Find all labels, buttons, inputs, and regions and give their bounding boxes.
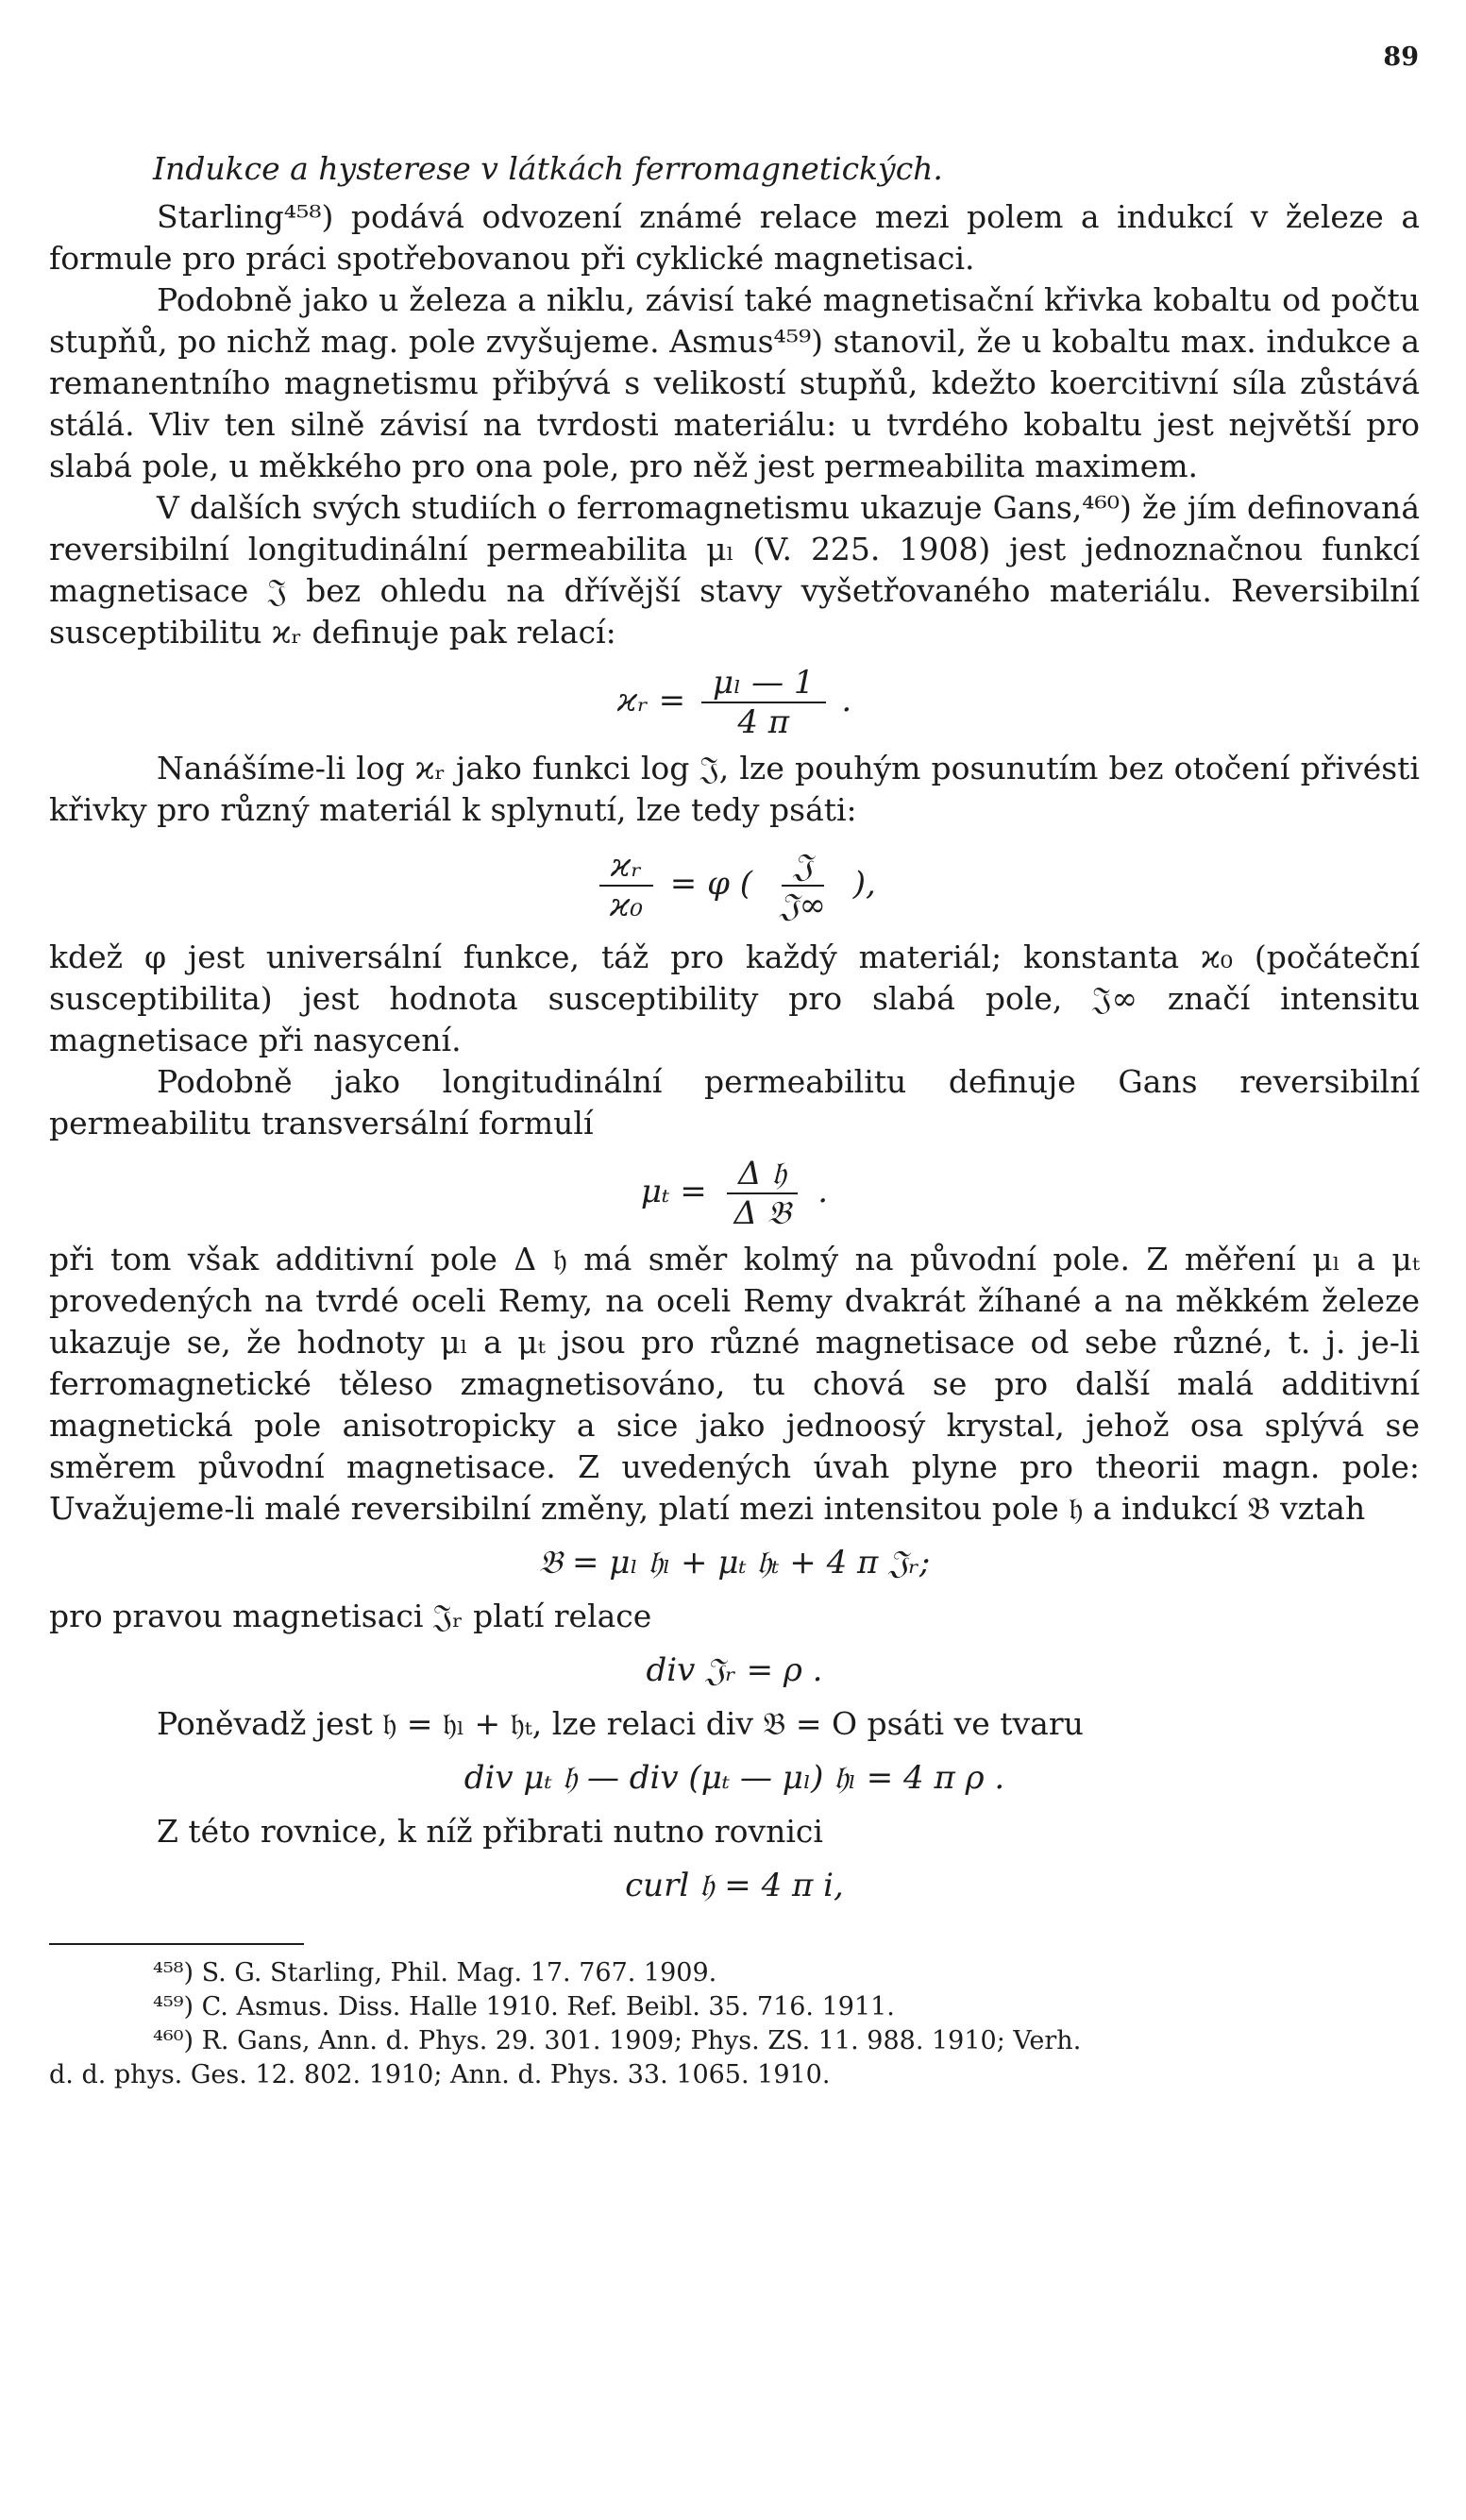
eq3-tail: . (817, 1173, 829, 1210)
eq2-inner-fraction (768, 847, 837, 924)
paragraph-measurements: při tom však additivní pole Δ 𝔥 má směr kolmý na původní pole. Z měření μₗ a μₜ provedených na tvrdé oceli Remy, na oceli Remy dvakrát žíhané a na měkkém železe ukazuje se, že hodnoty μₗ a μₜ jsou pro různé magnetisace od sebe různé, t. j. je-li ferromagnetické těleso zmagnetisováno, tu chová se pro další malá additivní magnetická pole anisotropicky a sice jako jednoosý krystal, jehož osa splývá se směrem původní magnetisace. Z uvedených úvah plyne pro theorii magn. pole: Uvažujeme-li malé reversibilní změny, platí mezi intensitou pole 𝔥 a indukcí 𝔅 vztah (49, 1241, 1420, 1527)
eq2-inner-numerator: 𝔍 (782, 847, 824, 887)
eq1-fraction (701, 664, 826, 741)
eq1-lhs: ϰᵣ = (616, 682, 686, 719)
equation-reversible-susceptibility (49, 653, 1420, 748)
paragraph-constants: kdež φ jest universální funkce, táž pro každý materiál; konstanta ϰ₀ (počáteční susceptibilita) jest hodnota susceptibility pro slabá pole, 𝔍∞ značí intensitu magnetisace při nasycení. (49, 939, 1420, 1058)
paragraph-log-plot: Nanášíme-li log ϰᵣ jako funkci log 𝔍, lze pouhým posunutím bez otočení přivésti křivky pro různý materiál k splynutí, lze tedy psáti: (49, 750, 1420, 828)
eq2-fraction (598, 847, 654, 924)
body-text (49, 142, 1420, 2092)
footnote-460: ⁴⁶⁰) R. Gans, Ann. d. Phys. 29. 301. 1909; Phys. ZS. 11. 988. 1910; Verh. (153, 2026, 1082, 2055)
paragraph-true-magnetisation: pro pravou magnetisaci 𝔍ᵣ platí relace (49, 1598, 652, 1634)
footnote-460-continued: d. d. phys. Ges. 12. 802. 1910; Ann. d. Phys. 33. 1065. 1910. (49, 2060, 831, 2089)
equation-curl: curl 𝔥 = 4 π i, (625, 1867, 844, 1904)
footnote-458: ⁴⁵⁸) S. G. Starling, Phil. Mag. 17. 767. 1909. (153, 1958, 717, 1987)
eq2-inner-denominator: 𝔍∞ (779, 887, 826, 924)
section-heading: Indukce a hysterese v látkách ferromagnetických. (153, 150, 943, 187)
eq3-numerator: Δ 𝔥 (727, 1155, 798, 1194)
eq1-denominator: 4 π (737, 703, 790, 741)
eq2-middle: = φ ( (669, 865, 752, 903)
page-number: 89 (1383, 42, 1419, 72)
eq2-tail: ), (852, 865, 876, 903)
paragraph-curl-intro: Z této rovnice, k níž přibrati nutno rovnici (157, 1813, 823, 1850)
eq2-denominator: ϰ₀ (610, 887, 643, 924)
footnote-divider (49, 1943, 304, 1945)
paragraph-gans: V dalších svých studiích o ferromagnetismu ukazuje Gans,⁴⁶⁰) že jím definovaná reversibilní longitudinální permeabilita μₗ (V. 225. 1908) jest jednoznačnou funkcí magnetisace 𝔍 bez ohledu na dřívější stavy vyšetřovaného materiálu. Reversibilní susceptibilitu ϰᵣ definuje pak relací: (49, 489, 1420, 651)
eq3-lhs: μₜ = (640, 1173, 707, 1210)
eq1-tail: . (841, 682, 852, 719)
equation-divergence: div 𝔍ᵣ = ρ . (646, 1651, 823, 1689)
paragraph-transversal: Podobně jako longitudinální permeabilitu definuje Gans reversibilní permeabilitu transversální formulí (49, 1063, 1420, 1142)
paragraph-starling: Starling⁴⁵⁸) podává odvození známé relace mezi polem a indukcí v železe a formule pro práci spotřebovanou při cyklické magnetisaci. (49, 198, 1420, 277)
equation-universal-function (49, 831, 1420, 937)
equation-transversal-permeability (49, 1144, 1420, 1239)
footnote-459: ⁴⁵⁹) C. Asmus. Diss. Halle 1910. Ref. Beibl. 35. 716. 1911. (153, 1992, 895, 2021)
equation-induction: 𝔅 = μₗ 𝔥ₗ + μₜ 𝔥ₜ + 4 π 𝔍ᵣ; (538, 1544, 931, 1581)
eq1-numerator: μₗ — 1 (701, 664, 826, 703)
eq3-denominator: Δ 𝔅 (733, 1194, 791, 1232)
paragraph-field-split: Poněvadž jest 𝔥 = 𝔥ₗ + 𝔥ₜ, lze relaci div 𝔅 = O psáti ve tvaru (157, 1705, 1084, 1742)
paragraph-asmus: Podobně jako u železa a niklu, závisí také magnetisační křivka kobaltu od počtu stupňů, po nichž mag. pole zvyšujeme. Asmus⁴⁵⁹) stanovil, že u kobaltu max. indukce a remanentního magnetismu přibývá s velikostí stupňů, kdežto koercitivní síla zůstává stálá. Vliv ten silně závisí na tvrdosti materiálu: u tvrdého kobaltu jest největší pro slabá pole, u měkkého pro ona pole, pro něž jest permeabilita maximem. (49, 281, 1420, 484)
equation-div-form: div μₜ 𝔥 — div (μₜ — μₗ) 𝔥ₗ = 4 π ρ . (463, 1759, 1005, 1797)
eq2-numerator: ϰᵣ (599, 847, 653, 887)
eq3-fraction (723, 1155, 802, 1232)
